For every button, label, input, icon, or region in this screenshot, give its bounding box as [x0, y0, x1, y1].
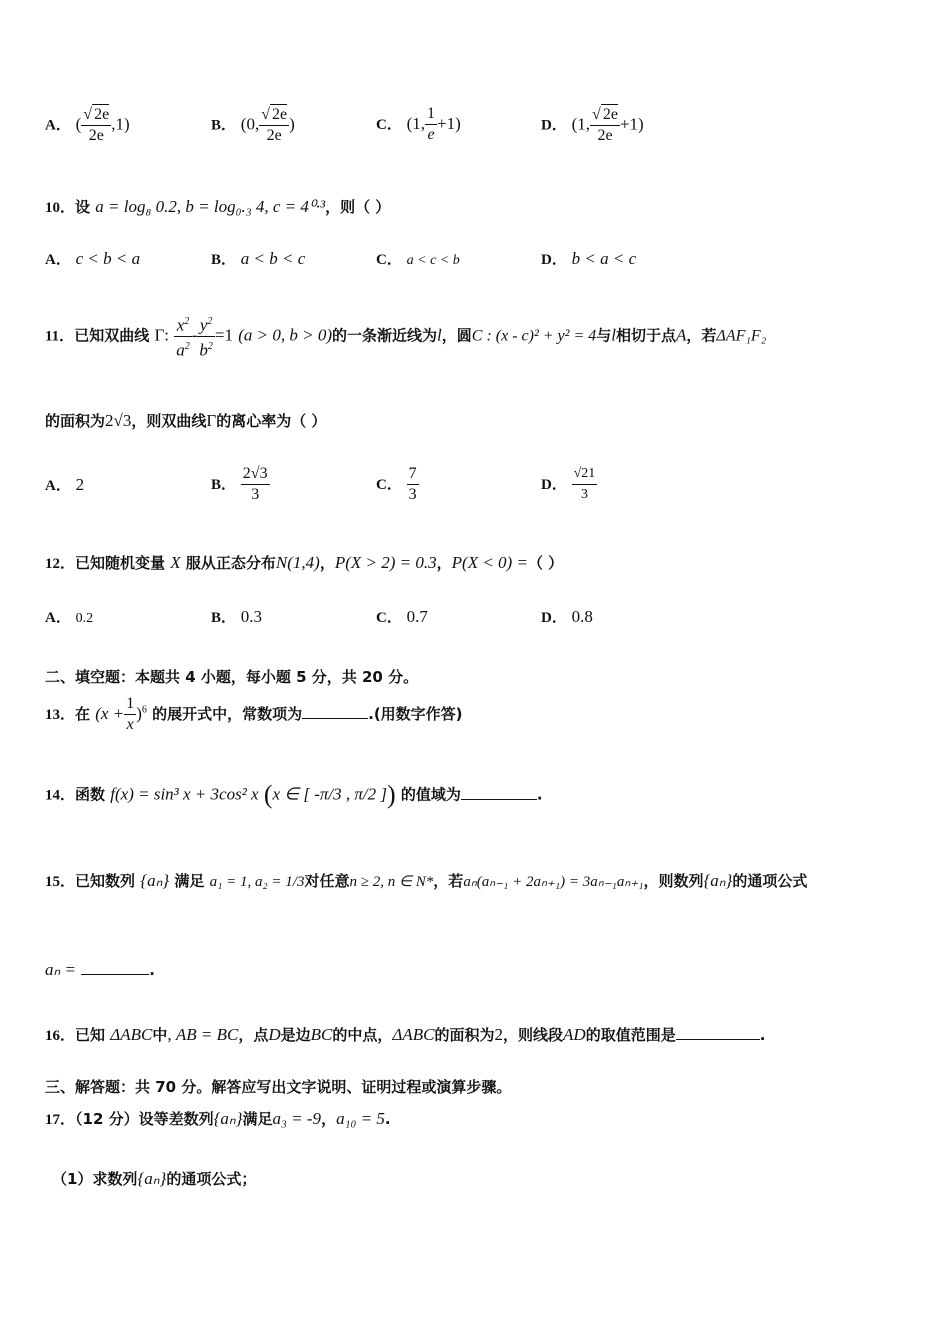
q11-option-b: B． $\frac{2√3}{3}$ [211, 465, 268, 503]
question-number: 10． [45, 200, 76, 216]
question-10: 10．设 a = log₈ 0.2, b = log₀.₃ 4, c = 4⁰·³，则（ ） [45, 197, 391, 216]
q12-option-a: A． 0.2 [45, 610, 94, 626]
question-number: 13． [45, 707, 76, 723]
q12-option-b: B． 0.3 [211, 607, 263, 626]
question-number: 16． [45, 1028, 76, 1044]
option-label: B． [211, 117, 237, 134]
q10-option-b: B． a < b < c [211, 249, 306, 268]
question-15-line-2: aₙ = . [45, 960, 155, 979]
section-3-heading: 三、解答题：共 70 分。解答应写出文字说明、证明过程或演算步骤。 [45, 1078, 512, 1096]
option-label: D． [541, 117, 567, 134]
answer-blank[interactable] [81, 974, 149, 975]
question-11: 11．已知双曲线 Γ: $\frac{x^2}{a^2}$ - $\frac{y^2}{b^2}$ =1 (a > 0, b > 0)的一条渐近线为l，圆C : (x - c)² + y² = 4与l相切于点A，若ΔAF₁F₂ [45, 312, 766, 360]
question-number: 12． [45, 556, 76, 572]
q12-option-c: C． 0.7 [376, 607, 428, 626]
option-label: C． [376, 117, 402, 133]
answer-blank[interactable] [302, 718, 368, 719]
q9-option-b: B． (0, $\frac{√ 2e}{2e}$ ) [211, 106, 295, 144]
question-15: 15．已知数列 {aₙ} 满足 a₁ = 1, a₂ = 1/3对任意n ≥ 2, n ∈ N*，若aₙ(aₙ₋₁ + 2aₙ₊₁) = 3aₙ₋₁aₙ₊₁，则数列{aₙ}的通项公式 [45, 871, 808, 890]
q10-option-a: A． c < b < a [45, 249, 141, 268]
question-number: 15． [45, 874, 76, 890]
answer-blank[interactable] [676, 1039, 760, 1040]
question-14: 14．函数 f(x) = sin³ x + 3cos² x (x ∈ [ -π/3 , π/2 ]) 的值域为 . [45, 780, 543, 809]
question-12: 12．已知随机变量 X 服从正态分布N(1,4)，P(X > 2) = 0.3，P(X < 0) =（ ） [45, 553, 564, 572]
q12-option-d: D． 0.8 [541, 607, 593, 626]
q11-option-a: A． 2 [45, 475, 85, 494]
question-13: 13．在 (x + $\frac{1}{x}$ )$^6$ 的展开式中，常数项为 .(用数字作答) [45, 695, 463, 733]
question-number: 17． [45, 1112, 76, 1128]
q10-option-c: C． a < c < b [376, 252, 460, 268]
question-number: 11． [45, 328, 75, 345]
answer-blank[interactable] [461, 799, 537, 800]
q11-option-c: C． $\frac{7}{3}$ [376, 465, 417, 503]
question-16: 16．已知 ΔABC中, AB = BC，点D是边BC的中点，ΔABC的面积为2，则线段AD的取值范围是 . [45, 1025, 766, 1044]
q10-expression: a = log₈ 0.2, b = log₀.₃ 4, c = 4⁰·³ [95, 197, 326, 216]
q9-option-a: A． ( $\frac{√ 2e}{2e}$ ,1) [45, 106, 130, 144]
question-17: 17．（12 分）设等差数列{aₙ}满足a₃ = -9，a₁₀ = 5. [45, 1109, 391, 1128]
question-number: 14． [45, 787, 76, 804]
question-11-line-2: 的面积为2√3，则双曲线Γ的离心率为（ ） [45, 411, 327, 430]
q11-option-d: D． $\frac{√21}{3}$ [541, 466, 596, 502]
option-label: A． [45, 117, 71, 134]
section-2-heading: 二、填空题：本题共 4 小题，每小题 5 分，共 20 分。 [45, 668, 419, 686]
question-17-part-1: （1）求数列{aₙ}的通项公式； [52, 1169, 257, 1188]
q10-option-d: D． b < a < c [541, 249, 637, 268]
q9-option-d: D． (1, $\frac{√ 2e}{2e}$ +1) [541, 106, 644, 144]
q9-option-c: C． (1, $\frac{1}{e}$ +1) [376, 105, 461, 143]
